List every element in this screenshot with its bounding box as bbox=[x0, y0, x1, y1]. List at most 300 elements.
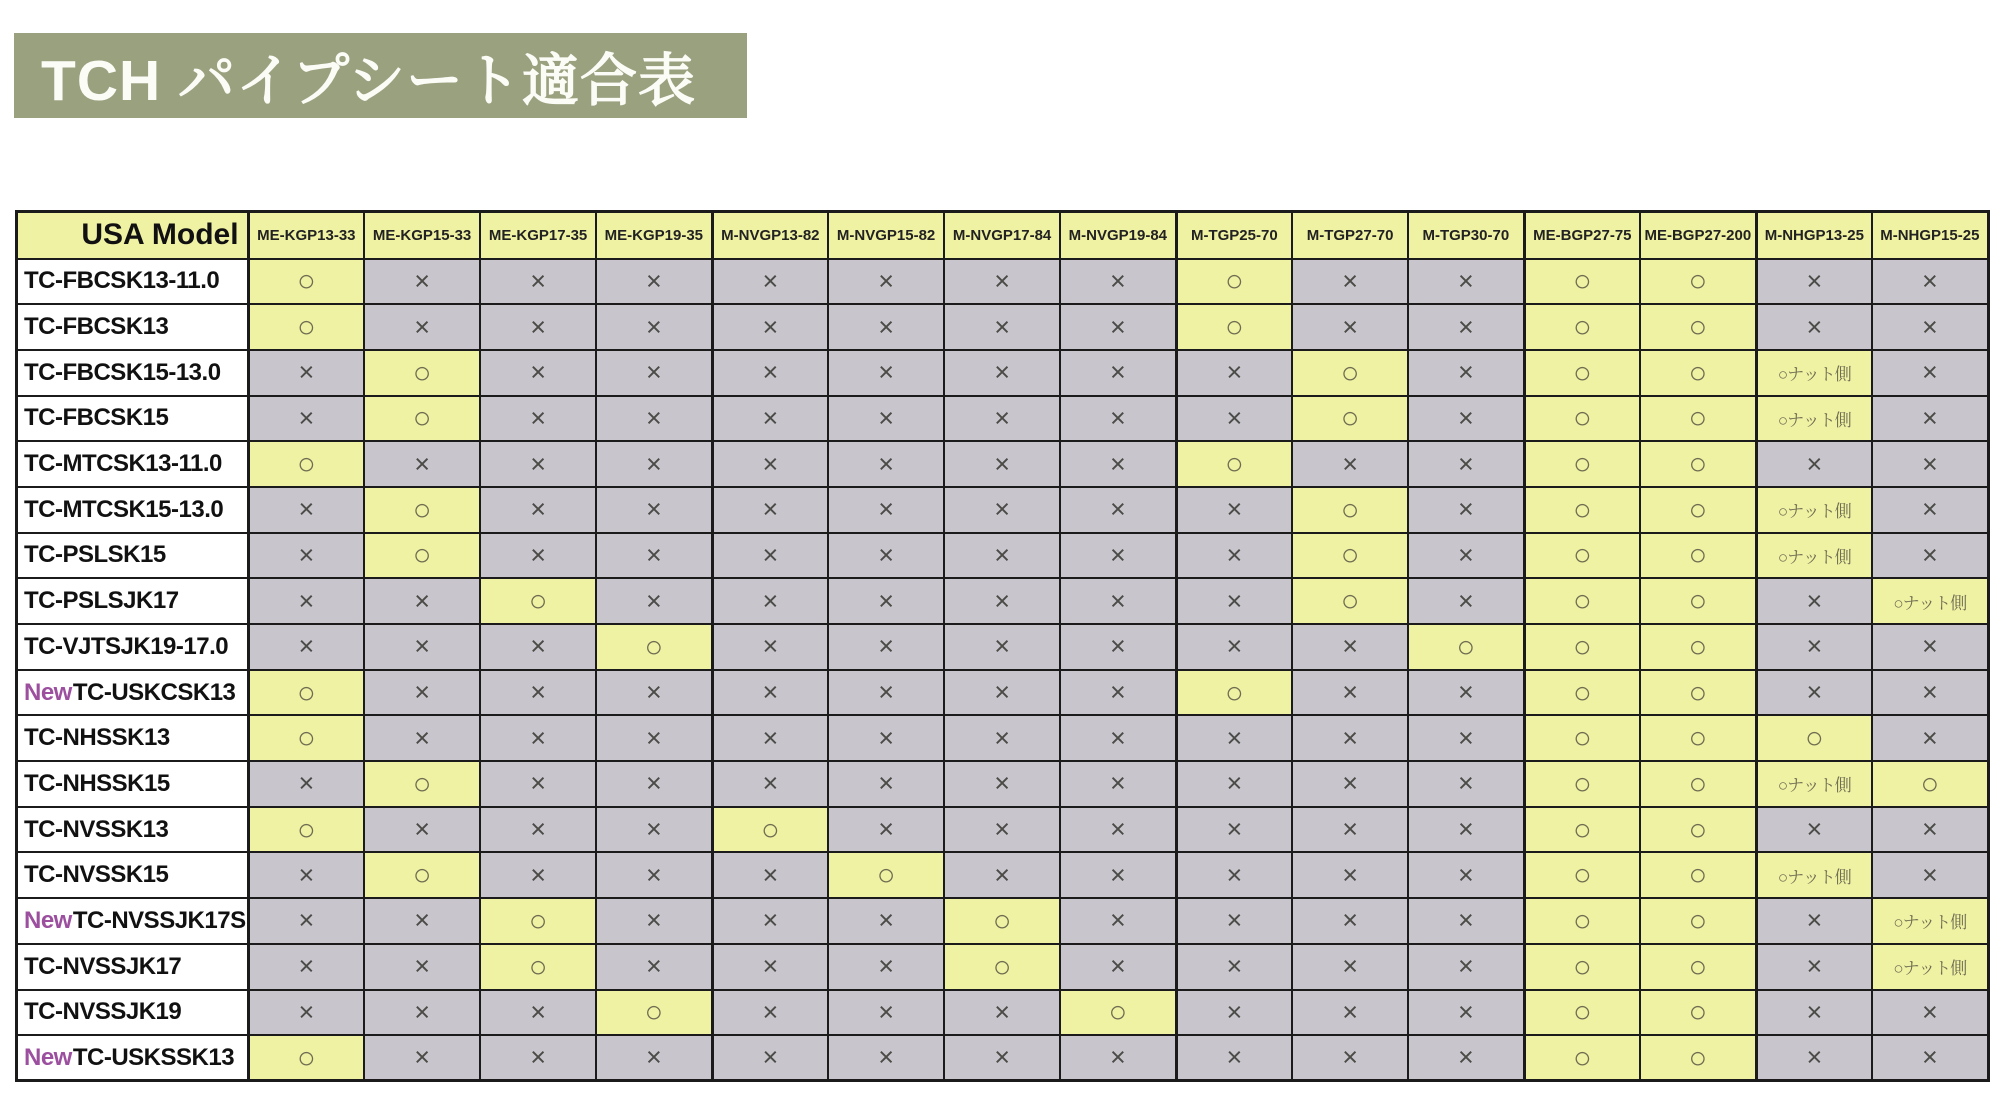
compat-cell: ○ bbox=[1524, 396, 1640, 442]
compat-cell: ○ bbox=[248, 441, 364, 487]
compat-cell: ○ bbox=[1292, 487, 1408, 533]
row-model-label bbox=[17, 533, 249, 579]
compat-cell: × bbox=[1292, 670, 1408, 716]
column-header: M-TGP25-70 bbox=[1176, 212, 1292, 259]
row-model-label bbox=[17, 761, 249, 807]
compat-cell: × bbox=[248, 350, 364, 396]
compat-cell: × bbox=[1408, 944, 1524, 990]
new-badge: New bbox=[24, 678, 72, 706]
compat-cell: × bbox=[248, 898, 364, 944]
column-header: ME-BGP27-200 bbox=[1640, 212, 1756, 259]
compat-cell: × bbox=[1292, 807, 1408, 853]
compat-cell: × bbox=[480, 715, 596, 761]
compat-cell: × bbox=[1408, 761, 1524, 807]
compat-cell: × bbox=[1872, 852, 1988, 898]
compat-cell: × bbox=[1872, 259, 1988, 305]
compat-cell: ○ナット側 bbox=[1872, 944, 1988, 990]
compat-cell: × bbox=[248, 761, 364, 807]
compat-cell: × bbox=[1176, 807, 1292, 853]
compat-cell: ○ bbox=[1640, 944, 1756, 990]
compat-cell: ○ bbox=[364, 761, 480, 807]
compat-cell: × bbox=[828, 533, 944, 579]
compat-cell: × bbox=[1176, 396, 1292, 442]
compat-cell: ○ bbox=[248, 1035, 364, 1081]
compat-cell: × bbox=[1292, 715, 1408, 761]
compat-cell: × bbox=[1408, 715, 1524, 761]
compat-cell: ○ bbox=[712, 807, 828, 853]
compat-cell: ○ bbox=[1640, 396, 1756, 442]
compat-cell: × bbox=[1176, 852, 1292, 898]
compat-cell: × bbox=[944, 441, 1060, 487]
compat-cell: ○ bbox=[1176, 259, 1292, 305]
compat-cell: × bbox=[712, 350, 828, 396]
compat-cell: × bbox=[1060, 533, 1176, 579]
compat-cell: ○ bbox=[596, 990, 712, 1036]
compat-cell: × bbox=[480, 761, 596, 807]
compat-cell: × bbox=[828, 670, 944, 716]
table-row bbox=[17, 670, 1989, 716]
compat-cell: × bbox=[1060, 259, 1176, 305]
table-row bbox=[17, 807, 1989, 853]
compat-cell: ○ナット側 bbox=[1756, 533, 1872, 579]
table-row bbox=[17, 1035, 1989, 1081]
compat-cell: ○ bbox=[364, 487, 480, 533]
compat-cell: × bbox=[1292, 304, 1408, 350]
compat-cell: × bbox=[828, 715, 944, 761]
compat-cell: ○ bbox=[1640, 578, 1756, 624]
compat-cell: ○ナット側 bbox=[1872, 898, 1988, 944]
compat-cell: ○ bbox=[1524, 898, 1640, 944]
compat-cell: ○ bbox=[480, 944, 596, 990]
compat-cell: × bbox=[480, 807, 596, 853]
compat-cell: × bbox=[1872, 533, 1988, 579]
compat-cell: × bbox=[596, 533, 712, 579]
compat-cell: ○ bbox=[1640, 1035, 1756, 1081]
compat-cell: × bbox=[1176, 761, 1292, 807]
model-name: TC-FBCSK15-13.0 bbox=[24, 358, 221, 386]
compat-cell: × bbox=[364, 898, 480, 944]
compat-cell: × bbox=[1756, 441, 1872, 487]
compat-cell: ○ bbox=[1176, 304, 1292, 350]
model-name: TC-MTCSK13-11.0 bbox=[24, 450, 222, 478]
compat-cell: × bbox=[944, 487, 1060, 533]
compat-cell: × bbox=[480, 533, 596, 579]
row-model-label bbox=[17, 487, 249, 533]
compat-cell: ○ bbox=[1292, 578, 1408, 624]
compat-cell: × bbox=[1872, 715, 1988, 761]
row-model-label bbox=[17, 807, 249, 853]
compat-cell: × bbox=[248, 578, 364, 624]
compat-cell: ○ bbox=[364, 350, 480, 396]
table-row bbox=[17, 715, 1989, 761]
compat-cell: × bbox=[364, 715, 480, 761]
model-name: TC-NVSSJK17 bbox=[24, 952, 182, 980]
compat-cell: ○ bbox=[1524, 944, 1640, 990]
compat-cell: × bbox=[1872, 441, 1988, 487]
compat-cell: × bbox=[944, 259, 1060, 305]
compat-cell: × bbox=[944, 670, 1060, 716]
compat-cell: ○ bbox=[1524, 852, 1640, 898]
compat-cell: × bbox=[248, 990, 364, 1036]
column-header: ME-KGP17-35 bbox=[480, 212, 596, 259]
compat-cell: × bbox=[364, 578, 480, 624]
compat-cell: × bbox=[480, 350, 596, 396]
compat-cell: × bbox=[480, 396, 596, 442]
compat-cell: × bbox=[1408, 990, 1524, 1036]
row-model-label bbox=[17, 304, 249, 350]
column-header: M-NVGP13-82 bbox=[712, 212, 828, 259]
compat-cell: × bbox=[712, 259, 828, 305]
compat-cell: × bbox=[596, 259, 712, 305]
compat-cell: × bbox=[712, 715, 828, 761]
compat-cell: ○ bbox=[1524, 578, 1640, 624]
compat-cell: ○ bbox=[1640, 350, 1756, 396]
compat-cell: × bbox=[944, 1035, 1060, 1081]
compat-cell: ○ bbox=[1640, 670, 1756, 716]
compat-cell: × bbox=[1292, 898, 1408, 944]
compat-cell: × bbox=[1408, 533, 1524, 579]
table-row bbox=[17, 533, 1989, 579]
row-model-label bbox=[17, 852, 249, 898]
compat-cell: × bbox=[1756, 807, 1872, 853]
compat-cell: × bbox=[1408, 807, 1524, 853]
compat-cell: × bbox=[1176, 1035, 1292, 1081]
compat-cell: ○ bbox=[1640, 441, 1756, 487]
compat-cell: × bbox=[364, 944, 480, 990]
compat-cell: × bbox=[712, 578, 828, 624]
compat-cell: × bbox=[944, 624, 1060, 670]
compat-cell: ○ bbox=[1524, 807, 1640, 853]
compat-cell: × bbox=[1408, 304, 1524, 350]
compat-cell: × bbox=[364, 624, 480, 670]
compat-cell: × bbox=[944, 990, 1060, 1036]
compat-cell: ○ bbox=[1872, 761, 1988, 807]
compat-cell: × bbox=[480, 441, 596, 487]
compat-cell: × bbox=[1060, 578, 1176, 624]
row-model-label bbox=[17, 1035, 249, 1081]
compat-cell: × bbox=[1292, 259, 1408, 305]
compat-cell: × bbox=[944, 350, 1060, 396]
compat-cell: × bbox=[364, 259, 480, 305]
compat-cell: × bbox=[1756, 944, 1872, 990]
table-row bbox=[17, 624, 1989, 670]
compat-cell: ○ナット側 bbox=[1756, 761, 1872, 807]
compat-cell: × bbox=[1756, 670, 1872, 716]
compat-cell: ○ bbox=[1524, 761, 1640, 807]
compat-cell: × bbox=[944, 807, 1060, 853]
compat-cell: × bbox=[480, 990, 596, 1036]
compat-cell: × bbox=[596, 578, 712, 624]
compat-cell: ○ bbox=[248, 259, 364, 305]
compat-cell: × bbox=[828, 761, 944, 807]
compat-cell: × bbox=[248, 396, 364, 442]
compat-cell: ○ bbox=[1524, 304, 1640, 350]
table-row bbox=[17, 944, 1989, 990]
compat-cell: × bbox=[712, 441, 828, 487]
column-header: M-TGP27-70 bbox=[1292, 212, 1408, 259]
compat-cell: ○ bbox=[364, 852, 480, 898]
compat-cell: × bbox=[1292, 761, 1408, 807]
compat-cell: ○ bbox=[1640, 761, 1756, 807]
compat-cell: × bbox=[1176, 350, 1292, 396]
row-model-label bbox=[17, 990, 249, 1036]
compat-cell: × bbox=[1756, 304, 1872, 350]
compat-cell: × bbox=[1872, 350, 1988, 396]
compat-cell: × bbox=[712, 487, 828, 533]
compat-cell: × bbox=[1872, 624, 1988, 670]
compat-cell: ○ bbox=[1524, 259, 1640, 305]
compat-cell: × bbox=[712, 304, 828, 350]
compat-cell: × bbox=[1408, 350, 1524, 396]
compat-cell: ○ bbox=[1640, 624, 1756, 670]
compat-cell: ○ bbox=[1408, 624, 1524, 670]
compat-cell: × bbox=[1756, 624, 1872, 670]
compat-cell: × bbox=[828, 944, 944, 990]
page-title: TCH パイプシート適合表 bbox=[14, 33, 747, 118]
compat-cell: × bbox=[1408, 259, 1524, 305]
compat-cell: × bbox=[944, 715, 1060, 761]
column-header: M-NVGP17-84 bbox=[944, 212, 1060, 259]
compat-cell: × bbox=[944, 578, 1060, 624]
compat-cell: ○ bbox=[364, 396, 480, 442]
compat-cell: × bbox=[944, 761, 1060, 807]
compat-cell: ○ナット側 bbox=[1756, 487, 1872, 533]
compat-cell: ○ナット側 bbox=[1756, 852, 1872, 898]
compat-cell: × bbox=[712, 396, 828, 442]
compat-cell: ○ bbox=[1292, 533, 1408, 579]
compat-cell: × bbox=[596, 487, 712, 533]
compat-cell: ○ bbox=[1640, 259, 1756, 305]
compat-cell: × bbox=[1060, 441, 1176, 487]
table-row bbox=[17, 761, 1989, 807]
compat-cell: ○ bbox=[1524, 715, 1640, 761]
table-row bbox=[17, 852, 1989, 898]
compat-cell: × bbox=[480, 487, 596, 533]
compat-cell: × bbox=[828, 898, 944, 944]
compat-cell: × bbox=[1060, 807, 1176, 853]
compat-cell: × bbox=[596, 1035, 712, 1081]
column-header: ME-KGP19-35 bbox=[596, 212, 712, 259]
model-name: TC-NVSSK13 bbox=[24, 815, 169, 843]
compat-cell: × bbox=[1872, 807, 1988, 853]
compat-cell: × bbox=[828, 1035, 944, 1081]
row-model-label bbox=[17, 259, 249, 305]
compat-cell: ○ bbox=[596, 624, 712, 670]
compat-cell: × bbox=[1408, 670, 1524, 716]
compat-cell: × bbox=[480, 259, 596, 305]
row-model-label bbox=[17, 578, 249, 624]
compat-cell: × bbox=[1176, 578, 1292, 624]
table-row bbox=[17, 304, 1989, 350]
table-row bbox=[17, 578, 1989, 624]
column-header: M-NVGP19-84 bbox=[1060, 212, 1176, 259]
compat-cell: × bbox=[1060, 396, 1176, 442]
compat-cell: × bbox=[248, 487, 364, 533]
model-name: TC-NVSSJK17S bbox=[72, 906, 246, 934]
compat-cell: ○ bbox=[944, 944, 1060, 990]
compat-cell: × bbox=[1060, 898, 1176, 944]
compat-cell: × bbox=[480, 852, 596, 898]
compat-cell: × bbox=[1060, 715, 1176, 761]
compat-cell: ○ bbox=[1640, 533, 1756, 579]
compat-cell: ○ bbox=[1524, 533, 1640, 579]
model-name: TC-MTCSK15-13.0 bbox=[24, 495, 224, 523]
compat-cell: × bbox=[828, 624, 944, 670]
compat-cell: × bbox=[828, 807, 944, 853]
compat-cell: × bbox=[1292, 441, 1408, 487]
compat-cell: × bbox=[1408, 852, 1524, 898]
model-name: TC-NHSSK15 bbox=[24, 769, 170, 797]
model-name: TC-FBCSK13 bbox=[24, 313, 169, 341]
row-model-label bbox=[17, 350, 249, 396]
compat-cell: ○ bbox=[828, 852, 944, 898]
compat-cell: × bbox=[828, 578, 944, 624]
compat-cell: × bbox=[248, 944, 364, 990]
compat-cell: × bbox=[1060, 761, 1176, 807]
compat-cell: × bbox=[248, 852, 364, 898]
compat-cell: × bbox=[1756, 259, 1872, 305]
table-row bbox=[17, 259, 1989, 305]
corner-label: USA Model bbox=[17, 212, 249, 259]
compat-cell: ○ bbox=[480, 578, 596, 624]
compat-cell: ○ bbox=[1524, 441, 1640, 487]
compat-cell: × bbox=[1408, 578, 1524, 624]
compat-cell: × bbox=[596, 670, 712, 716]
compat-cell: ○ bbox=[1640, 715, 1756, 761]
compat-cell: × bbox=[828, 441, 944, 487]
compat-cell: ○ bbox=[1060, 990, 1176, 1036]
compat-cell: × bbox=[712, 533, 828, 579]
compat-cell: ○ナット側 bbox=[1756, 350, 1872, 396]
compat-cell: ○ bbox=[1524, 1035, 1640, 1081]
table-row bbox=[17, 990, 1989, 1036]
compat-cell: ○ bbox=[1756, 715, 1872, 761]
compat-cell: × bbox=[712, 761, 828, 807]
compat-cell: × bbox=[1756, 578, 1872, 624]
row-model-label bbox=[17, 441, 249, 487]
compat-cell: × bbox=[828, 350, 944, 396]
compat-cell: × bbox=[596, 944, 712, 990]
compat-cell: × bbox=[1292, 990, 1408, 1036]
model-name: TC-NVSSK15 bbox=[24, 861, 169, 889]
row-model-label bbox=[17, 624, 249, 670]
table-row bbox=[17, 487, 1989, 533]
compat-cell: × bbox=[1872, 1035, 1988, 1081]
compat-cell: ○ bbox=[1292, 396, 1408, 442]
compat-cell: ○ bbox=[1640, 898, 1756, 944]
model-name: TC-PSLSK15 bbox=[24, 541, 166, 569]
compat-cell: × bbox=[1872, 487, 1988, 533]
compat-cell: ○ bbox=[248, 670, 364, 716]
compat-cell: ○ bbox=[1640, 807, 1756, 853]
compat-cell: ○ bbox=[1524, 670, 1640, 716]
compat-cell: × bbox=[364, 990, 480, 1036]
compat-cell: × bbox=[828, 487, 944, 533]
compat-cell: × bbox=[1176, 715, 1292, 761]
compat-cell: × bbox=[1408, 396, 1524, 442]
compat-cell: × bbox=[712, 1035, 828, 1081]
compat-cell: × bbox=[1872, 670, 1988, 716]
row-model-label bbox=[17, 396, 249, 442]
compat-cell: ○ bbox=[1292, 350, 1408, 396]
compat-cell: × bbox=[596, 396, 712, 442]
compat-cell: ○ナット側 bbox=[1872, 578, 1988, 624]
compat-cell: × bbox=[596, 350, 712, 396]
compat-cell: × bbox=[1872, 396, 1988, 442]
compat-cell: × bbox=[1060, 487, 1176, 533]
compat-cell: × bbox=[596, 715, 712, 761]
model-name: TC-FBCSK15 bbox=[24, 404, 169, 432]
compat-cell: × bbox=[248, 533, 364, 579]
compat-cell: × bbox=[1060, 1035, 1176, 1081]
compat-cell: × bbox=[828, 304, 944, 350]
compat-cell: × bbox=[944, 396, 1060, 442]
table-row bbox=[17, 396, 1989, 442]
compat-cell: ○ bbox=[480, 898, 596, 944]
compat-cell: × bbox=[364, 304, 480, 350]
compatibility-table bbox=[15, 210, 1990, 1082]
compat-cell: ○ bbox=[1524, 487, 1640, 533]
compat-cell: ○ bbox=[1524, 990, 1640, 1036]
compat-cell: × bbox=[712, 624, 828, 670]
compat-cell: × bbox=[1408, 487, 1524, 533]
compat-cell: × bbox=[1292, 1035, 1408, 1081]
column-header: ME-KGP15-33 bbox=[364, 212, 480, 259]
column-header: M-TGP30-70 bbox=[1408, 212, 1524, 259]
compat-cell: × bbox=[364, 1035, 480, 1081]
compat-cell: ○ bbox=[1640, 990, 1756, 1036]
compat-cell: × bbox=[596, 304, 712, 350]
compat-cell: ○ bbox=[1640, 487, 1756, 533]
model-name: TC-NVSSJK19 bbox=[24, 998, 182, 1026]
compat-cell: × bbox=[1872, 304, 1988, 350]
row-model-label bbox=[17, 898, 249, 944]
row-model-label bbox=[17, 670, 249, 716]
table-body bbox=[17, 259, 1989, 1081]
compat-cell: × bbox=[1060, 304, 1176, 350]
compat-cell: × bbox=[1292, 944, 1408, 990]
compat-cell: × bbox=[828, 990, 944, 1036]
compat-cell: × bbox=[944, 533, 1060, 579]
compat-cell: × bbox=[1292, 852, 1408, 898]
compat-cell: ○ bbox=[1640, 304, 1756, 350]
compat-cell: × bbox=[1176, 533, 1292, 579]
compat-cell: × bbox=[712, 898, 828, 944]
compat-cell: × bbox=[1060, 350, 1176, 396]
model-name: TC-VJTSJK19-17.0 bbox=[24, 632, 229, 660]
compat-cell: × bbox=[480, 304, 596, 350]
table-row bbox=[17, 898, 1989, 944]
compat-cell: × bbox=[712, 670, 828, 716]
model-name: TC-FBCSK13-11.0 bbox=[24, 267, 220, 295]
model-name: TC-USKCSK13 bbox=[72, 678, 236, 706]
compat-cell: × bbox=[596, 441, 712, 487]
compat-cell: × bbox=[712, 852, 828, 898]
new-badge: New bbox=[24, 1043, 72, 1071]
compat-cell: × bbox=[1176, 990, 1292, 1036]
compat-cell: × bbox=[1176, 487, 1292, 533]
compat-cell: × bbox=[364, 670, 480, 716]
column-header: ME-KGP13-33 bbox=[248, 212, 364, 259]
compat-cell: × bbox=[1408, 898, 1524, 944]
column-header: M-NHGP13-25 bbox=[1756, 212, 1872, 259]
compat-cell: ○ bbox=[944, 898, 1060, 944]
compat-cell: × bbox=[1060, 624, 1176, 670]
model-name: TC-USKSSK13 bbox=[72, 1043, 235, 1071]
compat-cell: × bbox=[248, 624, 364, 670]
table-row bbox=[17, 441, 1989, 487]
compat-cell: ○ bbox=[248, 304, 364, 350]
